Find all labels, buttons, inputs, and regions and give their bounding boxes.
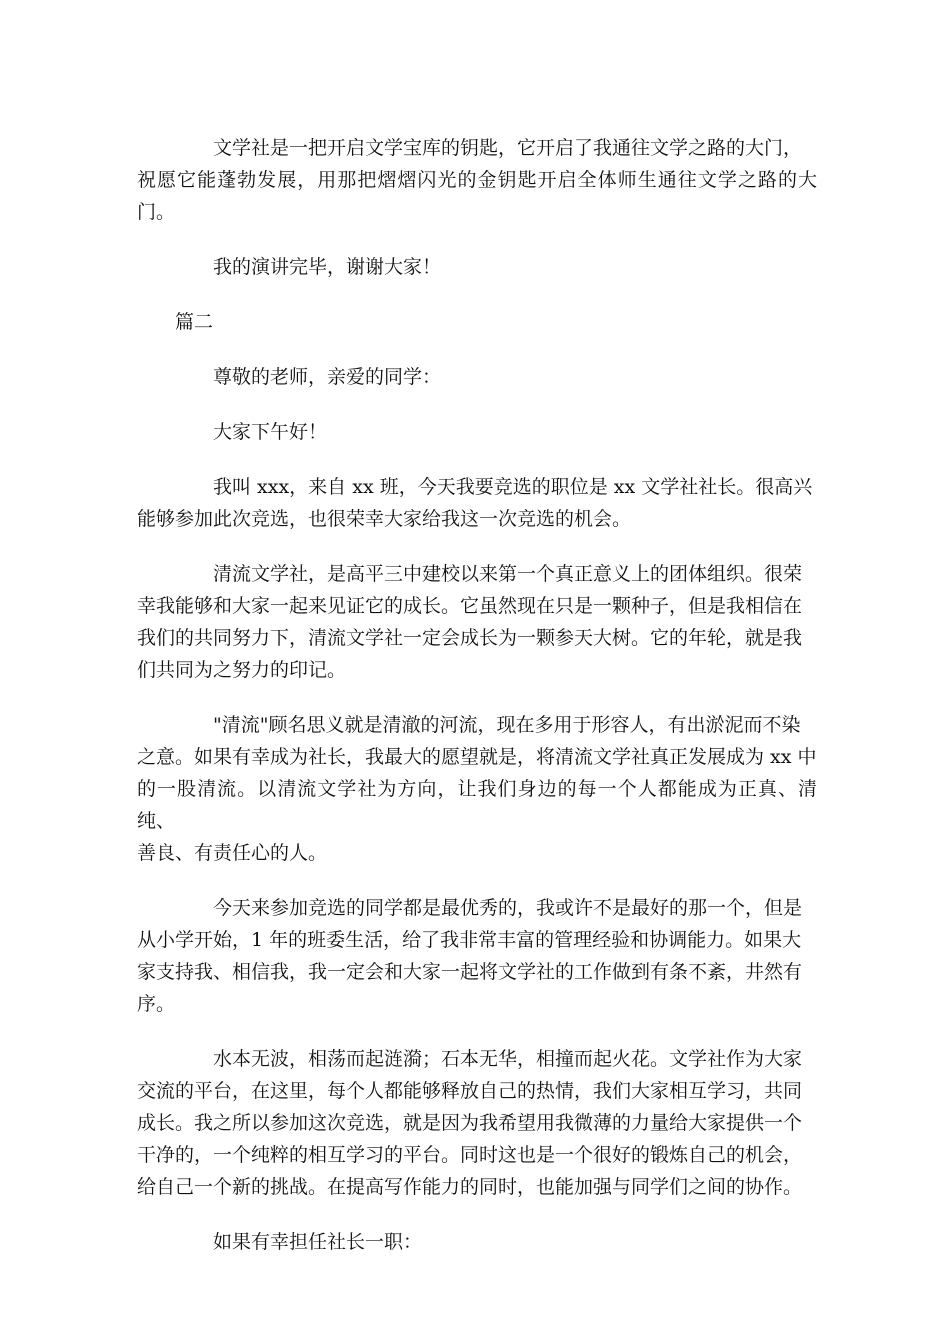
text-line: "清流"顾名思义就是清澈的河流，现在多用于形容人，有出淤泥而不染 — [213, 714, 801, 736]
text-line: 我的演讲完毕，谢谢大家！ — [213, 256, 442, 278]
text-line: 家支持我、相信我，我一定会和大家一起将文学社的工作做到有条不紊，井然有 — [137, 961, 803, 983]
text-line: 尊敬的老师，亲爱的同学： — [213, 366, 442, 388]
text-line: 们共同为之努力的印记。 — [137, 659, 347, 681]
paragraph — [137, 416, 817, 448]
paragraph — [137, 558, 817, 686]
text-line: 之意。如果有幸成为社长，我最大的愿望就是，将清流文学社真正发展成为 xx 中 — [137, 746, 817, 768]
text-line: 清流文学社，是高平三中建校以来第一个真正意义上的团体组织。很荣 — [213, 563, 803, 585]
text-line: 交流的平台，在这里，每个人都能够释放自己的热情，我们大家相互学习，共同 — [137, 1080, 803, 1102]
text-line: 序。 — [137, 993, 176, 1015]
text-line: 幸我能够和大家一起来见证它的成长。它虽然现在只是一颗种子，但是我相信在 — [137, 595, 803, 617]
text-line: 善良、有责任心的人。 — [137, 842, 328, 864]
text-line: 今天来参加竞选的同学都是最优秀的，我或许不是最好的那一个，但是 — [213, 897, 803, 919]
document-body — [137, 132, 817, 1281]
text-line: 祝愿它能蓬勃发展，用那把熠熠闪光的金钥匙开启全体师生通往文学之路的大门。 — [137, 169, 817, 223]
text-line: 的一股清流。以清流文学社为方向，让我们身边的每一个人都能成为正真、清纯、 — [137, 778, 817, 832]
text-line: 干净的，一个纯粹的相互学习的平台。同时这也是一个很好的锻炼自己的机会， — [137, 1144, 803, 1166]
section-heading — [137, 306, 817, 338]
paragraph — [137, 1043, 817, 1203]
text-line: 我们的共同努力下，清流文学社一定会成长为一颗参天大树。它的年轮，就是我 — [137, 627, 803, 649]
text-line: 能够参加此次竞选，也很荣幸大家给我这一次竞选的机会。 — [137, 508, 632, 530]
text-line: 我叫 xxx，来自 xx 班，今天我要竞选的职位是 xx 文学社社长。很高兴 — [213, 476, 813, 498]
text-line: 从小学开始，1 年的班委生活，给了我非常丰富的管理经验和协调能力。如果大 — [137, 929, 802, 951]
paragraph — [137, 1226, 817, 1258]
paragraph — [137, 361, 817, 393]
text-line: 篇二 — [175, 311, 214, 333]
paragraph — [137, 132, 817, 228]
text-line: 大家下午好！ — [213, 421, 328, 443]
paragraph — [137, 251, 817, 283]
text-line: 文学社是一把开启文学宝库的钥匙，它开启了我通往文学之路的大门， — [213, 137, 803, 159]
text-line: 如果有幸担任社长一职： — [213, 1231, 423, 1253]
paragraph — [137, 709, 817, 869]
text-line: 给自己一个新的挑战。在提高写作能力的同时，也能加强与同学们之间的协作。 — [137, 1176, 803, 1198]
text-line: 水本无波，相荡而起涟漪；石本无华，相撞而起火花。文学社作为大家 — [213, 1048, 803, 1070]
text-line: 成长。我之所以参加这次竞选，就是因为我希望用我微薄的力量给大家提供一个 — [137, 1112, 803, 1134]
paragraph — [137, 471, 817, 535]
paragraph — [137, 892, 817, 1020]
